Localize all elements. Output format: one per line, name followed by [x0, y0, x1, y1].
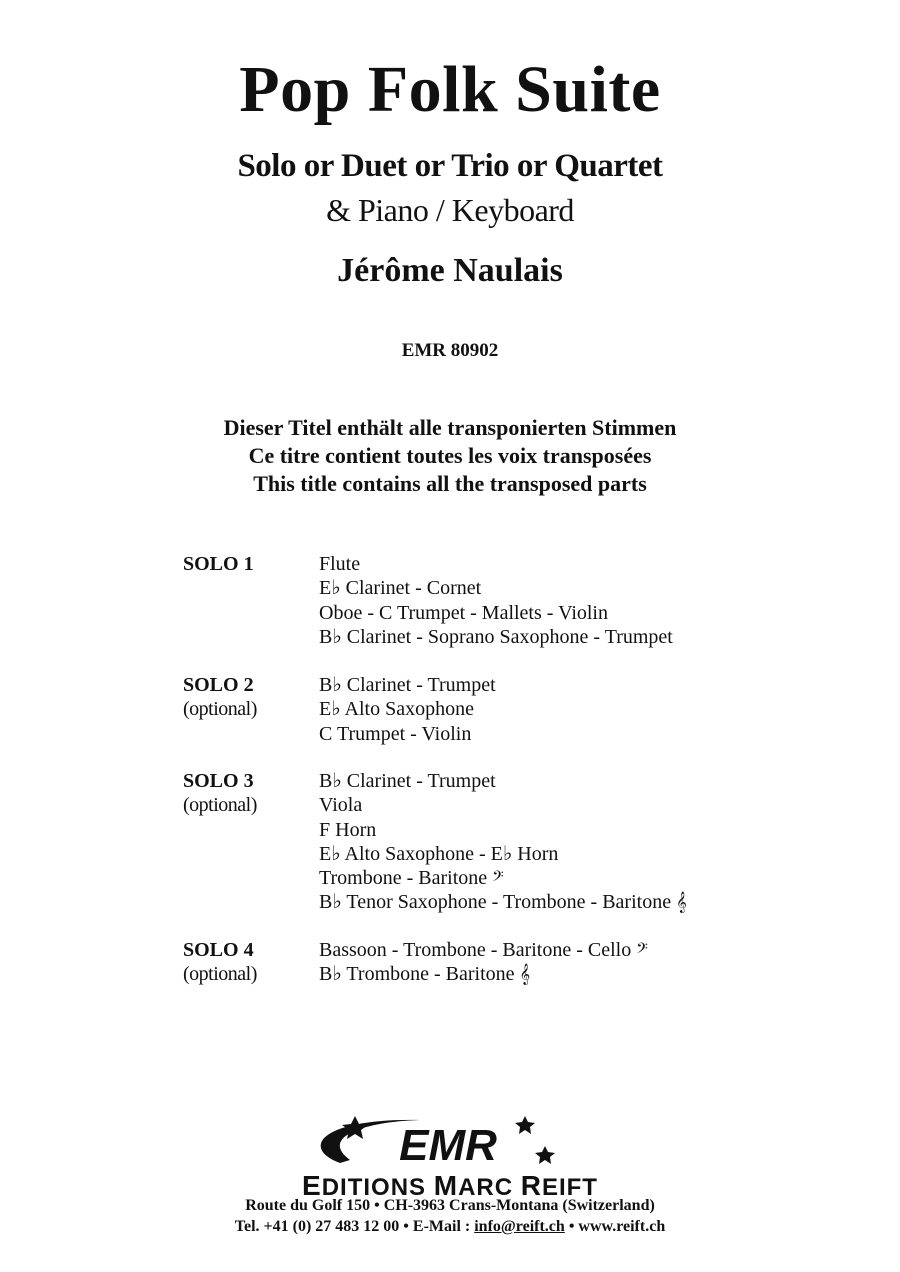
solo-label: SOLO 4: [183, 939, 254, 961]
optional-label: (optional): [183, 794, 257, 816]
part-item: E♭ Alto Saxophone - E♭ Horn: [319, 842, 559, 865]
notice-line-de: Dieser Titel enthält alle transponierten Stimmen: [223, 415, 677, 440]
part-item: B♭ Clarinet - Soprano Saxophone - Trumpet: [319, 625, 673, 648]
email-link[interactable]: info@reift.ch: [474, 1218, 565, 1235]
part-item: E♭ Clarinet - Cornet: [319, 577, 482, 600]
composer-name: Jérôme Naulais: [337, 252, 563, 289]
catalog-number: EMR 80902: [401, 340, 499, 361]
logo-text: EMR: [399, 1121, 497, 1170]
treble-clef-icon: 𝄞: [519, 964, 531, 986]
solo-label: SOLO 2: [183, 674, 254, 696]
part-item: Viola: [319, 794, 363, 817]
website-link: • www.reift.ch: [564, 1218, 666, 1235]
emr-logo: [300, 1108, 600, 1178]
part-item: B♭ Clarinet - Trumpet: [319, 674, 496, 696]
part-item: Bassoon - Trombone - Baritone - Cello 𝄢: [319, 939, 648, 961]
publisher-address: Route du Golf 150 • CH-3963 Crans-Montana (Switzerland): [245, 1197, 655, 1214]
bass-clef-icon: 𝄢: [636, 940, 648, 961]
bass-clef-icon: 𝄢: [492, 868, 504, 890]
part-item: Oboe - C Trumpet - Mallets - Violin: [319, 601, 608, 624]
instrumentation-subtitle: Solo or Duet or Trio or Quartet: [237, 148, 663, 184]
optional-label: (optional): [183, 698, 257, 720]
part-item: B♭ Clarinet - Trumpet: [319, 770, 496, 792]
part-item: F Horn: [319, 818, 377, 841]
notice-line-fr: Ce titre contient toutes les voix transposées: [248, 443, 652, 468]
transposition-notice: [0, 414, 900, 498]
parts-list: [319, 673, 496, 746]
star-icon: [515, 1116, 535, 1134]
parts-list: [319, 552, 673, 649]
optional-label: (optional): [183, 963, 257, 985]
part-item: B♭ Tenor Saxophone - Trombone - Baritone 𝄞: [319, 891, 687, 914]
star-icon: [535, 1146, 555, 1164]
part-item: E♭ Alto Saxophone: [319, 698, 474, 721]
treble-clef-icon: 𝄞: [676, 892, 687, 914]
publisher-contact: Tel. +41 (0) 27 483 12 00 • E-Mail : info@reift.ch • www.reift.ch: [234, 1218, 666, 1235]
solo-label: SOLO 1: [183, 553, 254, 575]
publisher-name: EDITIONS MARC REIFT: [302, 1170, 598, 1201]
parts-list: [319, 769, 687, 915]
score-title: Pop Folk Suite: [239, 53, 661, 126]
part-item: Trombone - Baritone 𝄢: [319, 867, 504, 890]
solo-label: SOLO 3: [183, 770, 254, 792]
parts-list: [319, 938, 648, 987]
notice-line-en: This title contains all the transposed parts: [253, 471, 647, 496]
accompaniment-subtitle: & Piano / Keyboard: [326, 192, 574, 228]
part-item: B♭ Trombone - Baritone 𝄞: [319, 963, 531, 986]
part-item: C Trumpet - Violin: [319, 722, 472, 745]
part-item: Flute: [319, 553, 361, 575]
